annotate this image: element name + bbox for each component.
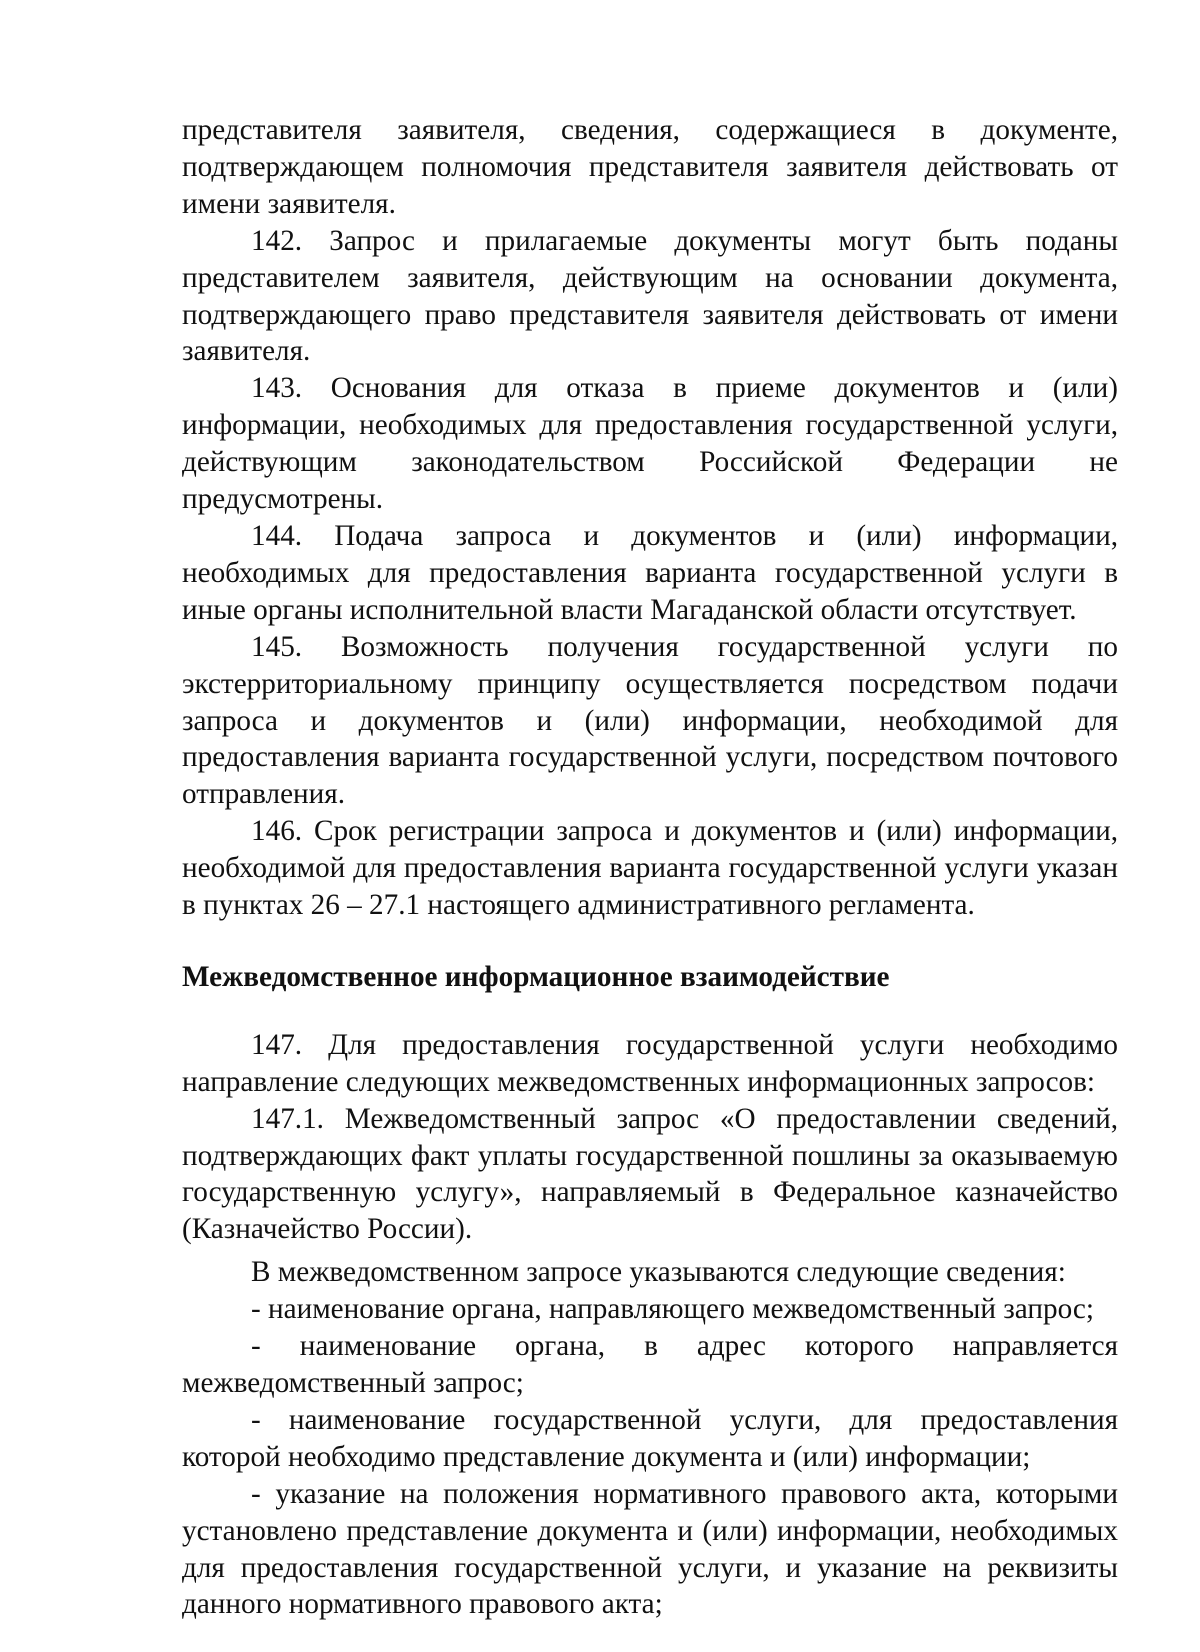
paragraph-147-1: 147.1. Межведомственный запрос «О предоставлении сведений, подтверждающих факт уплаты государственной пошлины за оказываемую государственную услугу», направляемый в Федеральное казначейство (Казначейство России). [182,1102,1118,1246]
list-item-service-name: - наименование государственной услуги, для предоставления которой необходимо представление документа и (или) информации; [182,1403,1118,1473]
list-item-requesting-body: - наименование органа, направляющего межведомственный запрос; [251,1293,1094,1326]
paragraph-continuation: представителя заявителя, сведения, содержащиеся в документе, подтверждающем полномочия представителя заявителя действовать от имени заявителя. [182,114,1118,220]
paragraph-145: 145. Возможность получения государственной услуги по экстерриториальному принципу осуществляется посредством подачи запроса и документов и (или) информации, необходимой для предоставления варианта государственной услуги, посредством почтового отправления. [182,630,1118,811]
paragraph-143: 143. Основания для отказа в приеме документов и (или) информации, необходимых для предоставления государственной услуги, действующим законодательством Российской Федерации не предусмотрены. [182,372,1118,516]
list-item-legal-act: - указание на положения нормативного правового акта, которыми установлено представление документа и (или) информации, необходимых для предоставления государственной услуги, и указание на реквизиты данного нормативного правового акта; [182,1477,1118,1621]
paragraph-147: 147. Для предоставления государственной услуги необходимо направление следующих межведомственных информационных запросов: [182,1028,1118,1098]
list-item-recipient-body: - наименование органа, в адрес которого направляется межведомственный запрос; [182,1330,1118,1399]
paragraph-144: 144. Подача запроса и документов и (или) информации, необходимых для предоставления варианта государственной услуги в иные органы исполнительной власти Магаданской области отсутствует. [182,519,1118,626]
paragraph-request-details-intro: В межведомственном запросе указываются следующие сведения: [251,1256,1066,1289]
paragraph-146: 146. Срок регистрации запроса и документов и (или) информации, необходимой для предоставления варианта государственной услуги указан в пунктах 26 – 27.1 настоящего административного регламента. [182,815,1118,922]
paragraph-142: 142. Запрос и прилагаемые документы могут быть поданы представителем заявителя, действующим на основании документа, подтверждающего право представителя заявителя действовать от имени заявителя. [182,224,1118,368]
section-heading: Межведомственное информационное взаимодействие [182,960,890,993]
